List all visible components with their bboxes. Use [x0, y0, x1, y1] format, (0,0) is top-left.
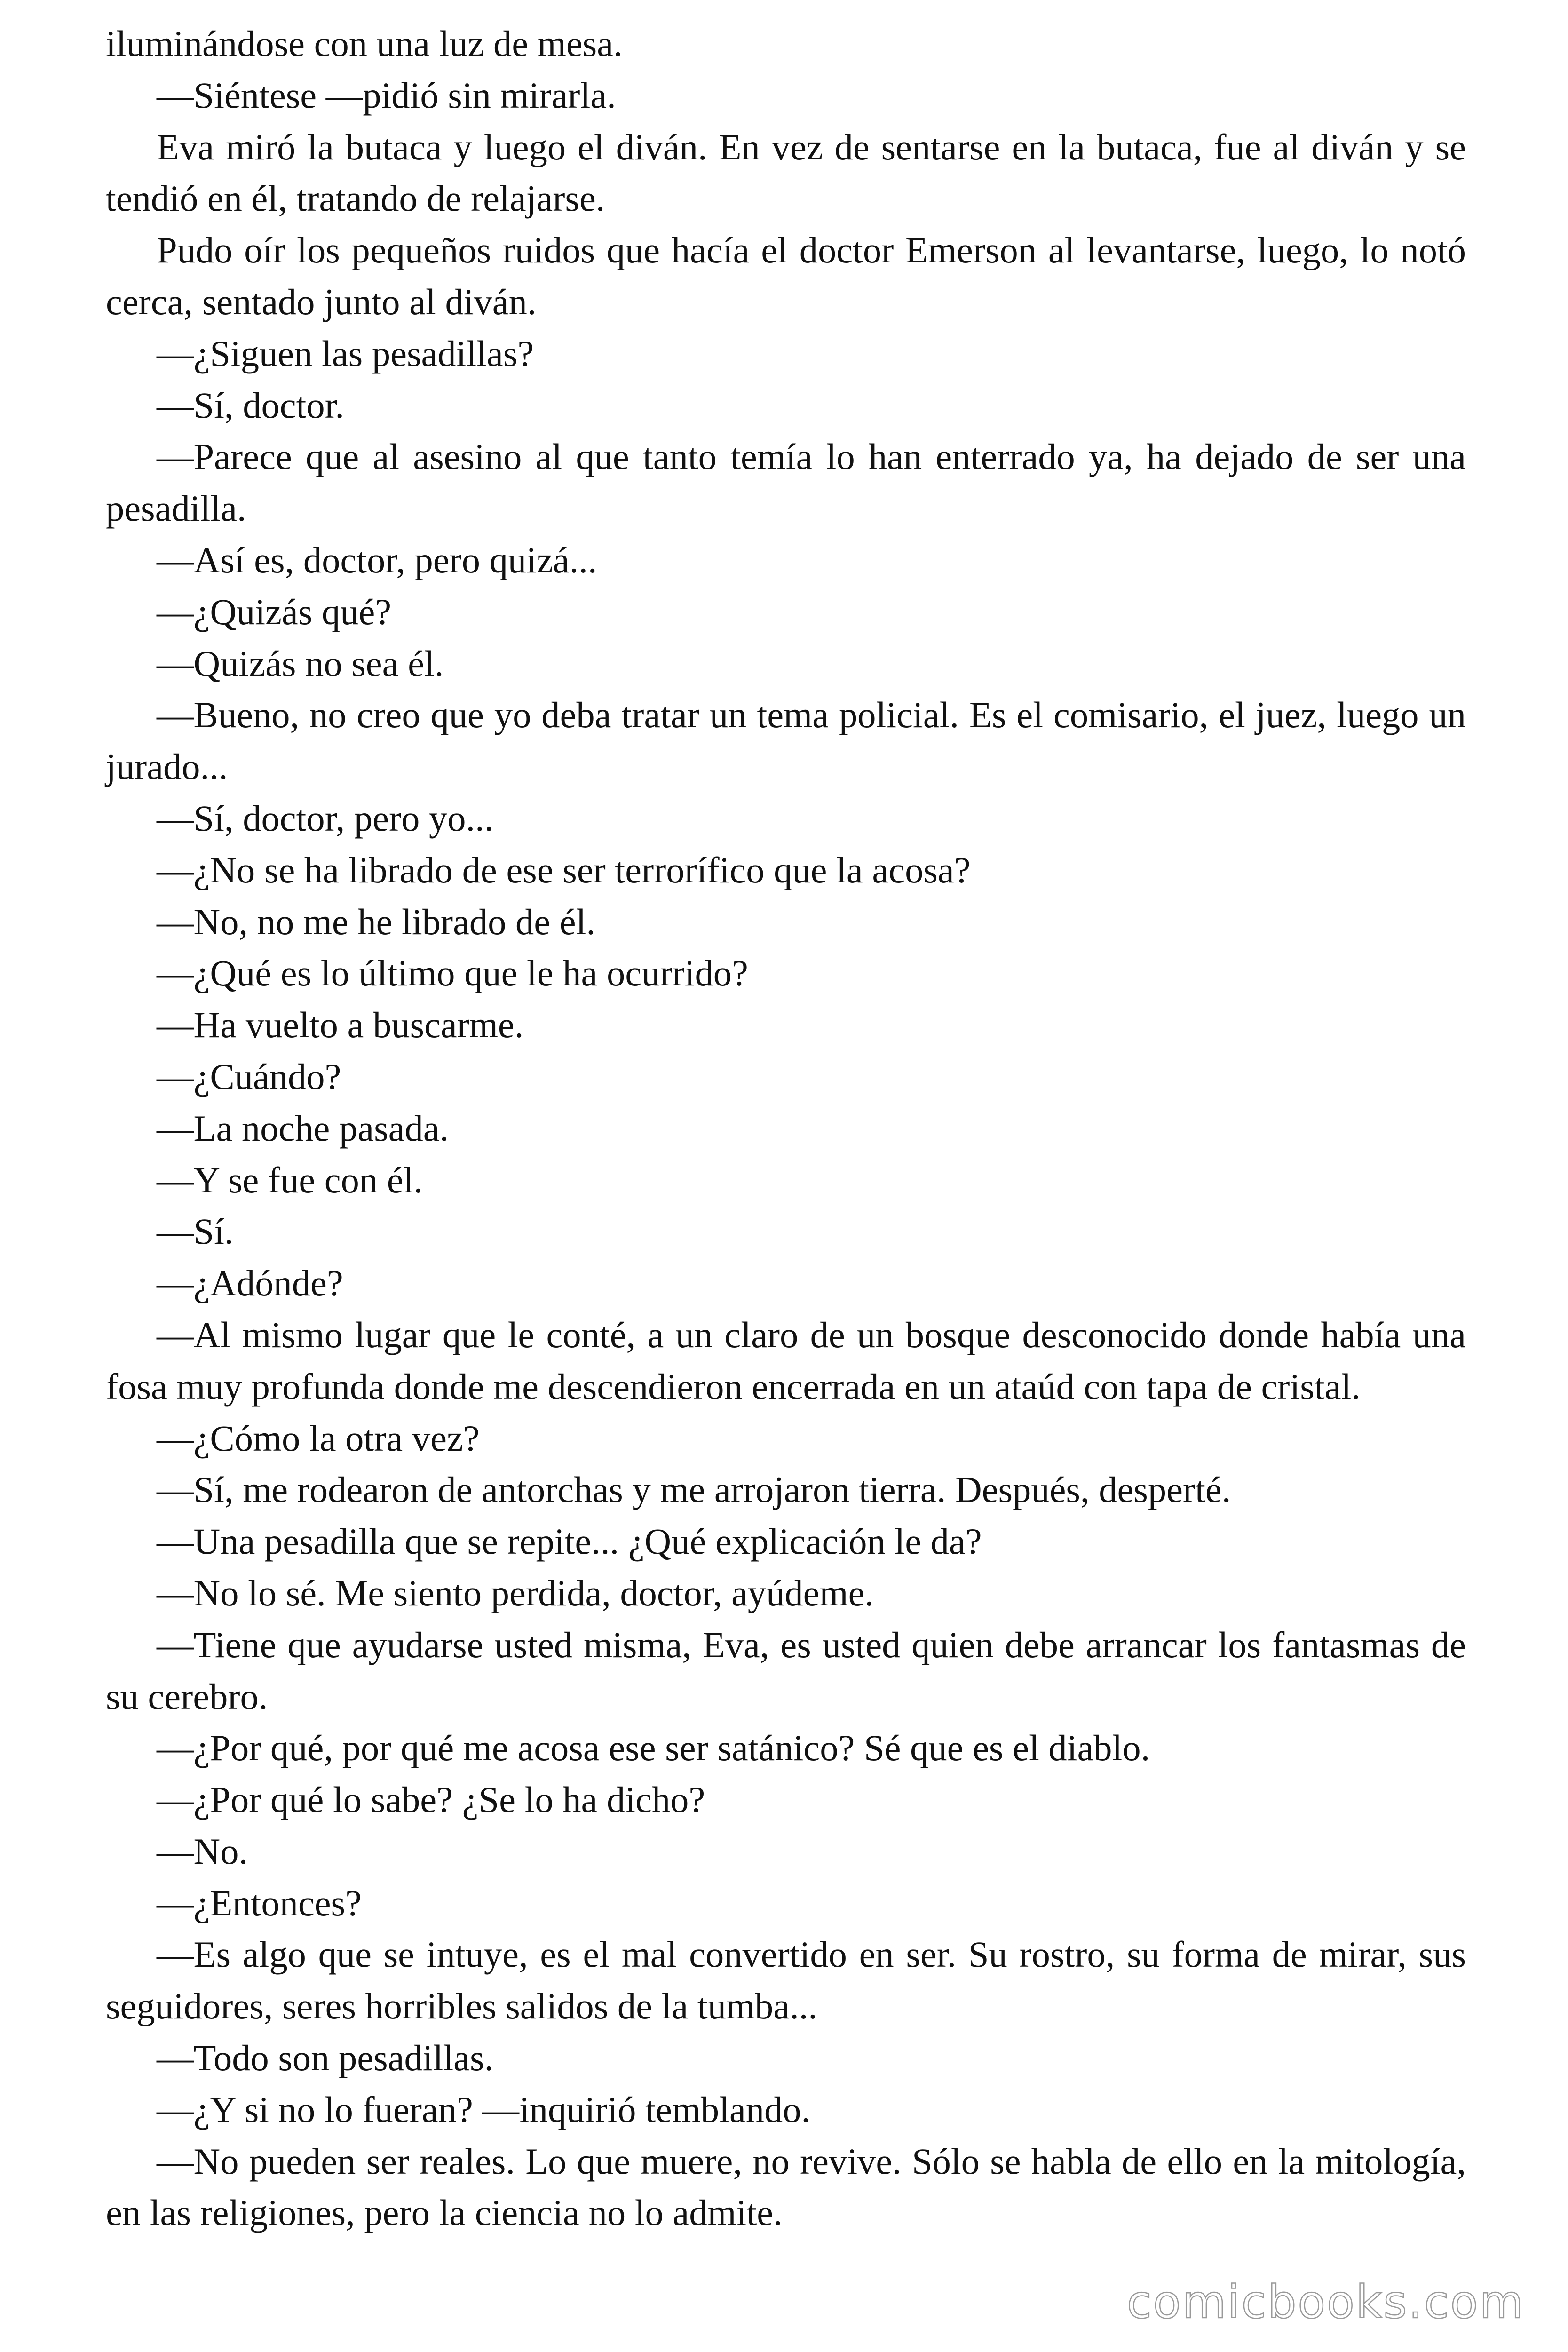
book-page [106, 18, 1466, 2239]
paragraph: —Sí, doctor. [157, 384, 345, 426]
paragraph: —No, no me he librado de él. [157, 901, 596, 942]
paragraph: —Quizás no sea él. [157, 643, 444, 684]
paragraph: —Y se fue con él. [157, 1159, 423, 1200]
paragraph: —No. [157, 1830, 248, 1872]
paragraph: —Siéntese —pidió sin mirarla. [157, 74, 616, 116]
paragraph: —¿Cómo la otra vez? [157, 1417, 480, 1459]
paragraph: Pudo oír los pequeños ruidos que hacía el doctor Emerson al levantarse, luego, lo notó cerca, sentado junto al diván. [106, 230, 1466, 322]
paragraph: —Una pesadilla que se repite... ¿Qué explicación le da? [157, 1521, 982, 1562]
paragraph: —¿Por qué lo sabe? ¿Se lo ha dicho? [157, 1779, 705, 1820]
paragraph: —¿No se ha librado de ese ser terrorífico que la acosa? [157, 849, 971, 890]
paragraph: —¿Por qué, por qué me acosa ese ser satánico? Sé que es el diablo. [157, 1727, 1150, 1769]
paragraph: —¿Qué es lo último que le ha ocurrido? [157, 953, 748, 994]
paragraph: —No lo sé. Me siento perdida, doctor, ayúdeme. [157, 1572, 874, 1613]
paragraph: —Bueno, no creo que yo deba tratar un tema policial. Es el comisario, el juez, luego un jurado... [106, 694, 1466, 787]
paragraph: —La noche pasada. [157, 1107, 449, 1149]
paragraph: —¿Cuándo? [157, 1056, 341, 1097]
paragraph: —Parece que al asesino al que tanto temía lo han enterrado ya, ha dejado de ser una pesadilla. [106, 436, 1466, 529]
watermark: comicbooks.com [1126, 2276, 1525, 2328]
paragraph: —¿Quizás qué? [157, 591, 392, 632]
paragraph: Eva miró la butaca y luego el diván. En vez de sentarse en la butaca, fue al diván y se tendió en él, tratando de relajarse. [106, 126, 1466, 219]
paragraph: —Sí, me rodearon de antorchas y me arrojaron tierra. Después, desperté. [157, 1469, 1231, 1510]
paragraph: —Ha vuelto a buscarme. [157, 1004, 524, 1046]
paragraph: —¿Adónde? [157, 1263, 343, 1304]
paragraph: —Al mismo lugar que le conté, a un claro de un bosque desconocido donde había una fosa muy profunda donde me descendieron encerrada en un ataúd con tapa de cristal. [106, 1314, 1466, 1407]
paragraph: —¿Y si no lo fueran? —inquirió temblando. [157, 2089, 811, 2130]
paragraph: —Sí, doctor, pero yo... [157, 797, 494, 839]
paragraph: —Así es, doctor, pero quizá... [157, 539, 597, 580]
paragraph: —Es algo que se intuye, es el mal convertido en ser. Su rostro, su forma de mirar, sus seguidores, seres horribles salidos de la tumba... [106, 1934, 1466, 2027]
paragraph: —No pueden ser reales. Lo que muere, no revive. Sólo se habla de ello en la mitología, en las religiones, pero la ciencia no lo admite. [106, 2140, 1466, 2233]
paragraph: —Todo son pesadillas. [157, 2037, 494, 2079]
paragraph: —Tiene que ayudarse usted misma, Eva, es usted quien debe arrancar los fantasmas de su cerebro. [106, 1624, 1466, 1717]
paragraph: iluminándose con una luz de mesa. [106, 23, 623, 64]
paragraph: —Sí. [157, 1211, 234, 1252]
paragraph: —¿Siguen las pesadillas? [157, 333, 534, 374]
paragraph: —¿Entonces? [157, 1882, 362, 1923]
